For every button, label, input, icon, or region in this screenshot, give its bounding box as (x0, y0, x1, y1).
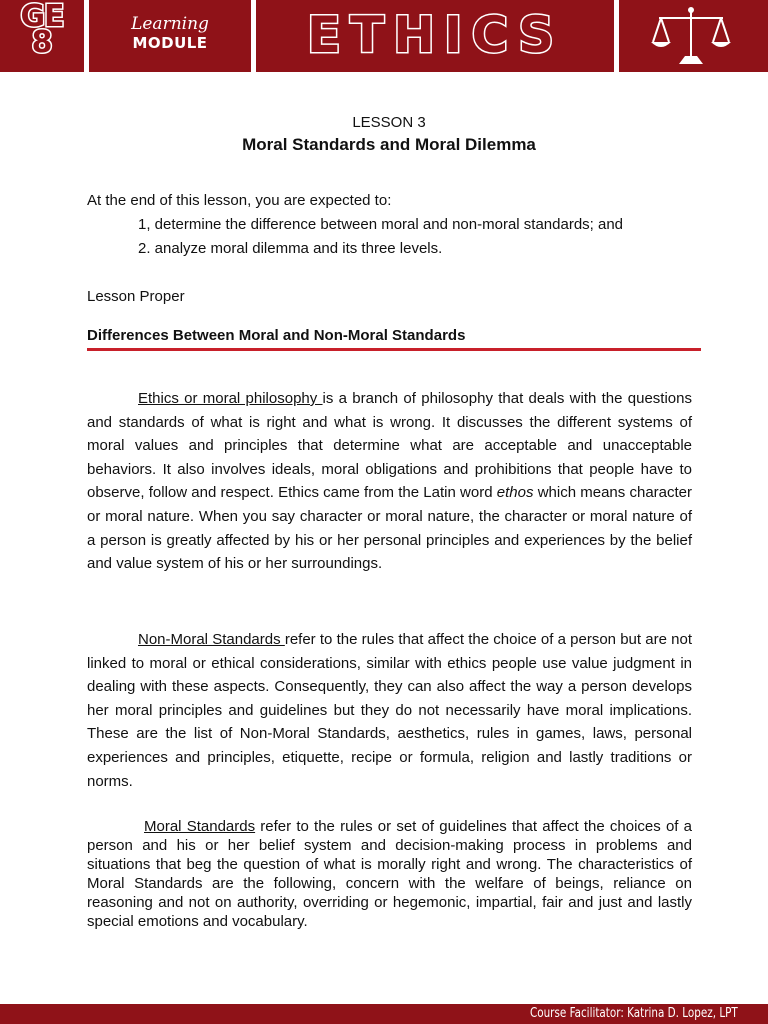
lesson-number: LESSON 3 (352, 114, 426, 131)
non-moral-standards-paragraph (87, 628, 692, 793)
subject-title: ETHICS (306, 6, 564, 64)
lesson-proper-label: Lesson Proper (87, 288, 185, 305)
ethics-definition-paragraph (87, 387, 692, 576)
course-facilitator: Course Facilitator: Katrina D. Lopez, LPT (530, 1006, 738, 1021)
section-heading: Differences Between Moral and Non-Moral Standards (87, 327, 466, 344)
page-footer (0, 1004, 768, 1024)
paragraph-indent (87, 631, 138, 648)
term-ethics: Ethics or moral philosophy (138, 390, 323, 407)
learning-objectives (87, 189, 707, 261)
lesson-title: Moral Standards and Moral Dilemma (242, 135, 536, 154)
course-badge (0, 2, 84, 58)
paragraph-text: which means character or moral nature. When you say character or moral nature, the character or moral nature of a person is greatly affected by his or her personal principles and experiences by the belief and value system of his or her surroundings. (87, 484, 693, 573)
module-header (0, 0, 768, 72)
paragraph-text: is a branch of philosophy that deals with the questions and standards of what is right and what is wrong. It discusses the different systems of moral values and principles that determine what are acceptable and unacceptable behaviors. It also involves ideals, moral obligations and prohibitions that people have to observe, follow and respect. Ethics came from the Latin word (87, 390, 692, 502)
scale-icon-wrap (619, 0, 768, 72)
objectives-lead: At the end of this lesson, you are expected to: (87, 192, 392, 209)
term-moral-standards: Moral Standards (144, 818, 256, 835)
objective-item: 2. analyze moral dilemma and its three levels. (138, 240, 443, 257)
module-word: MODULE (132, 34, 208, 52)
section-divider (87, 348, 701, 351)
learning-module-label (89, 14, 251, 52)
latin-word: ethos (496, 484, 534, 502)
objective-item: 1, determine the difference between moral and non-moral standards; and (138, 216, 624, 233)
paragraph-text: refer to the rules that affect the choice of a person but are not linked to moral or ethical considerations, similar with ethics people use value judgment in dealing with these aspects. Consequently, they can also affect the way a person develops her moral principles and guidelines but they do not necessarily have moral implications. These are the list of Non-Moral Standards, aesthetics, rules in games, laws, personal experiences and principles, etiquette, recipe or formula, religion and lastly traditions or norms. (87, 631, 693, 790)
objectives-list (87, 213, 707, 261)
moral-standards-paragraph (87, 817, 692, 931)
paragraph-indent (87, 390, 138, 407)
paragraph-text: refer to the rules or set of guidelines that affect the choices of a person and his or her belief system and decision-making process in problems and situations that beg the question of what is morally right and wrong. The characteristics of Moral Standards are the following, concern with the welfare of beings, reliance on reasoning and not on authority, overriding or hegemonic, impartial, fair and just and lastly special emotions and vocabulary. (87, 818, 692, 930)
learning-word: Learning (131, 14, 209, 34)
paragraph-indent (87, 818, 144, 835)
term-non-moral-standards: Non-Moral Standards (138, 631, 285, 648)
course-badge-number: 8 (31, 25, 53, 60)
course-badge-code: GE (20, 0, 64, 34)
balance-scale-icon (649, 4, 733, 68)
lesson-heading (0, 114, 768, 156)
